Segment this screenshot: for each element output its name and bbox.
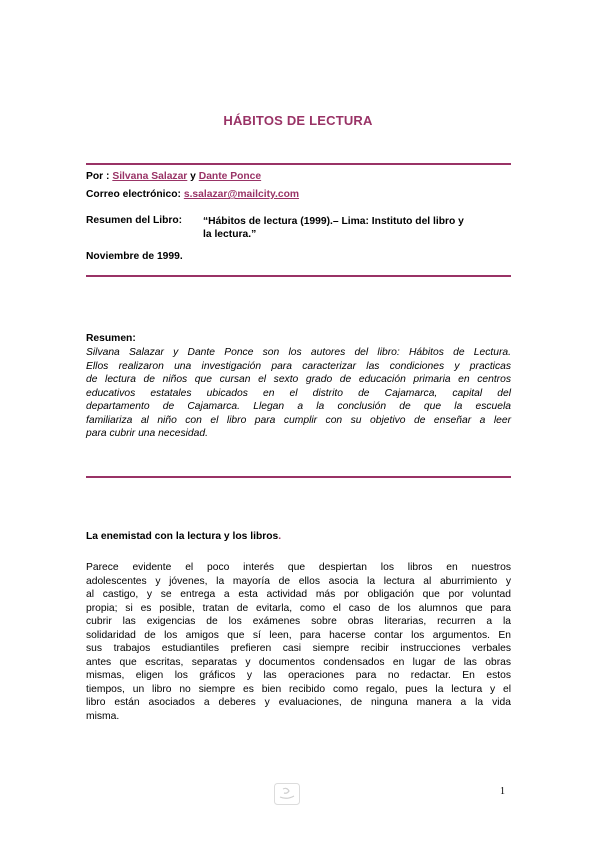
section-heading-dot: . [278, 531, 282, 542]
middle-rule [86, 275, 511, 277]
section-heading-text: La enemistad con la lectura y los libros [86, 531, 279, 542]
body-line: sus trabajos estudiantiles prefieren casi siempre recibir instrucciones verbales [86, 643, 511, 654]
email-line [86, 189, 299, 200]
byline [86, 171, 261, 182]
book-summary-label: Resumen del Libro: [86, 215, 183, 226]
body-line: adolescentes y jóvenes, la mayoría de ellos asocia la lectura al aburrimiento y [86, 575, 511, 587]
body-line: tiempos, un libro no siempre es bien recibido como regalo, pues la lectura y el [86, 683, 511, 695]
body-line: libro están asociados a deberes y evaluaciones, de ninguna manera a la vida [86, 697, 511, 708]
top-rule [86, 163, 511, 165]
abstract-line: Ellos realizaron una investigación para caracterizar las condiciones y practicas [86, 360, 511, 372]
body-line: mismas, eligen los gráficos y las operaciones para no redactar. En estos [86, 670, 511, 681]
watermark-logo-icon [274, 783, 300, 805]
abstract-line: familiariza al niño con el libro para cumplir con su objetivo de enseñar a leer [86, 414, 511, 426]
section-heading [86, 531, 281, 542]
author-link-2[interactable]: Dante Ponce [198, 171, 262, 182]
body-line: antes que escritas, separatas y documentos condensados en lugar de las obras [86, 656, 511, 668]
book-reference [203, 215, 513, 241]
body-line: Parece evidente el poco interés que despiertan los libros en nuestros [86, 562, 511, 573]
body-line: al castigo, y se entrega a esta actividad más por obligación que por voluntad [86, 589, 511, 600]
abstract-line: educativos estatales ubicados en el distrito de Cajamarca, capital del [86, 387, 511, 399]
book-reference-line: “Hábitos de lectura (1999).– Lima: Instituto del libro y [203, 216, 464, 227]
body-line: cubrir las exigencias de los exámenes sobre obras literarias, recurren a la [86, 616, 511, 627]
abstract-line: departamento de Cajamarca. Llegan a la conclusión de que la escuela [86, 401, 511, 412]
author-link-1[interactable]: Silvana Salazar [112, 171, 188, 182]
body-line: misma. [86, 710, 120, 722]
byline-prefix: Por : [86, 171, 113, 182]
email-link[interactable]: s.salazar@mailcity.com [183, 189, 300, 200]
body-line: solidaridad de los amigos que sí leen, para hacerse contar los argumentos. En [86, 629, 511, 641]
document-title: HÁBITOS DE LECTURA [223, 113, 373, 128]
publication-date: Noviembre de 1999. [86, 251, 183, 262]
lower-rule [86, 476, 511, 478]
book-reference-line: la lectura.” [203, 229, 257, 240]
abstract-line: para cubrir una necesidad. [86, 428, 208, 439]
abstract-line: de lectura de niños que cursan el sexto grado de educación primaria en centros [86, 374, 511, 385]
email-label: Correo electrónico: [86, 189, 184, 200]
abstract-heading: Resumen: [86, 333, 136, 344]
body-line: propia; si es posible, tratan de evitarla, como el caso de los alumnos que para [86, 602, 511, 614]
page-number: 1 [500, 786, 505, 797]
abstract-line: Silvana Salazar y Dante Ponce son los autores del libro: Hábitos de Lectura. [86, 347, 511, 358]
byline-joiner: y [187, 171, 199, 182]
